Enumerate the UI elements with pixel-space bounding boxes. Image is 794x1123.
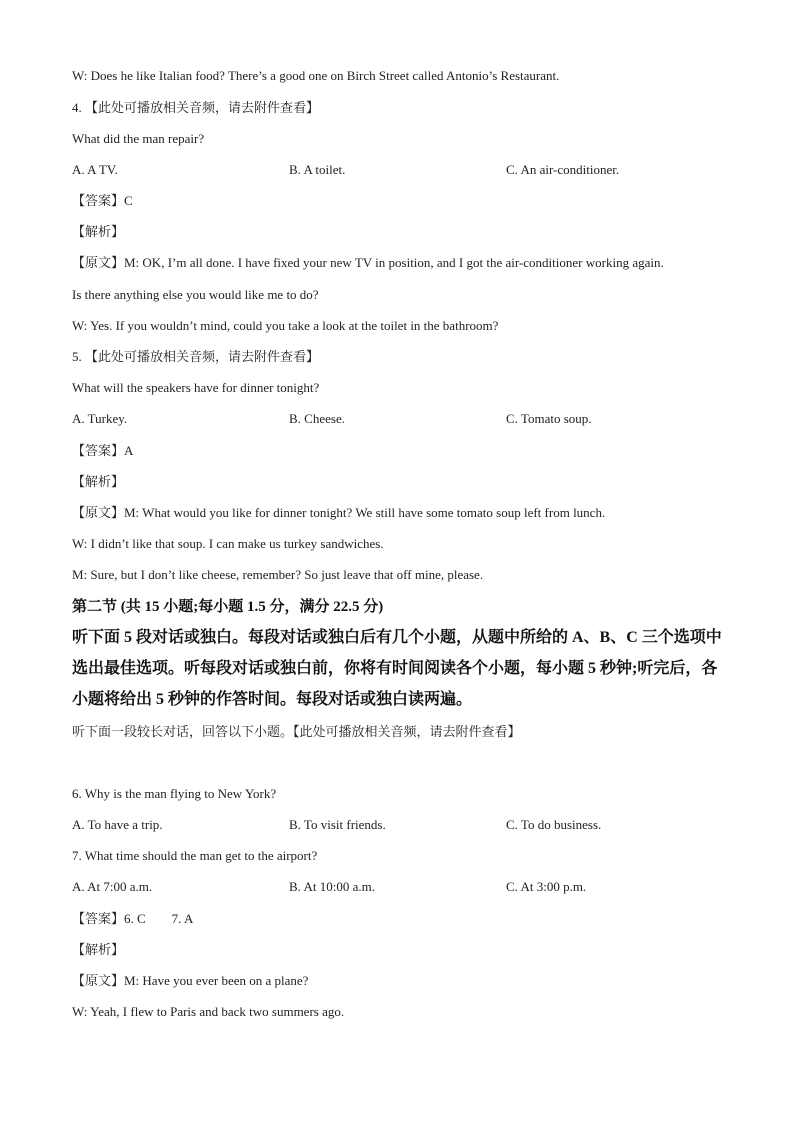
option-c: C. An air-conditioner.	[506, 162, 620, 177]
question-text: 7. What time should the man get to the airport?	[72, 848, 318, 863]
section-instructions: 小题将给出 5 秒钟的作答时间。每段对话或独白读两遍。	[72, 691, 473, 708]
option-b: B. To visit friends.	[289, 817, 386, 832]
option-a: A. A TV.	[72, 162, 118, 177]
question-header: 4. 【此处可播放相关音频，请去附件查看】	[72, 100, 320, 115]
option-b: B. Cheese.	[289, 411, 345, 426]
option-c: C. At 3:00 p.m.	[506, 879, 587, 894]
question-text: What will the speakers have for dinner tonight?	[72, 380, 320, 395]
option-c: C. To do business.	[506, 817, 602, 832]
section-instructions: 选出最佳选项。听每段对话或独白前，你将有时间阅读各个小题，每小题 5 秒钟;听完后，各	[72, 660, 718, 677]
answer-label: 【答案】C	[72, 193, 133, 208]
analysis-label: 【解析】	[72, 474, 125, 489]
question-text: 6. Why is the man flying to New York?	[72, 786, 277, 801]
transcript-line: 【原文】M: OK, I’m all done. I have fixed your new TV in position, and I got the air-conditioner working again.	[72, 255, 664, 270]
answer-label: 【答案】A	[72, 443, 134, 458]
section-title: 第二节 (共 15 小题;每小题 1.5 分，满分 22.5 分)	[72, 599, 384, 615]
option-a: A. At 7:00 a.m.	[72, 879, 153, 894]
dialog-line: W: Does he like Italian food? There’s a good one on Birch Street called Antonio’s Restaurant.	[72, 68, 560, 83]
transcript-line: Is there anything else you would like me to do?	[72, 287, 319, 302]
section-instructions: 听下面 5 段对话或独白。每段对话或独白后有几个小题，从题中所给的 A、B、C 三个选项中	[72, 629, 722, 646]
option-a: A. Turkey.	[72, 411, 128, 426]
transcript-line: 【原文】M: Have you ever been on a plane?	[72, 973, 309, 988]
answer-6: 【答案】6. C	[72, 911, 146, 926]
option-c: C. Tomato soup.	[506, 411, 592, 426]
section-note: 听下面一段较长对话，回答以下小题。【此处可播放相关音频，请去附件查看】	[72, 724, 521, 739]
option-a: A. To have a trip.	[72, 817, 163, 832]
analysis-label: 【解析】	[72, 224, 125, 239]
question-header: 5. 【此处可播放相关音频，请去附件查看】	[72, 349, 320, 364]
transcript-line: W: I didn’t like that soup. I can make us turkey sandwiches.	[72, 536, 384, 551]
transcript-line: W: Yeah, I flew to Paris and back two summers ago.	[72, 1004, 345, 1019]
option-b: B. A toilet.	[289, 162, 346, 177]
option-b: B. At 10:00 a.m.	[289, 879, 375, 894]
answer-label	[72, 911, 193, 927]
question-text: What did the man repair?	[72, 131, 205, 146]
answer-7: 7. A	[171, 911, 194, 926]
transcript-line: W: Yes. If you wouldn’t mind, could you take a look at the toilet in the bathroom?	[72, 318, 499, 333]
transcript-line: M: Sure, but I don’t like cheese, remember? So just leave that off mine, please.	[72, 567, 484, 582]
analysis-label: 【解析】	[72, 942, 125, 957]
transcript-line: 【原文】M: What would you like for dinner tonight? We still have some tomato soup left from lunch.	[72, 505, 606, 520]
